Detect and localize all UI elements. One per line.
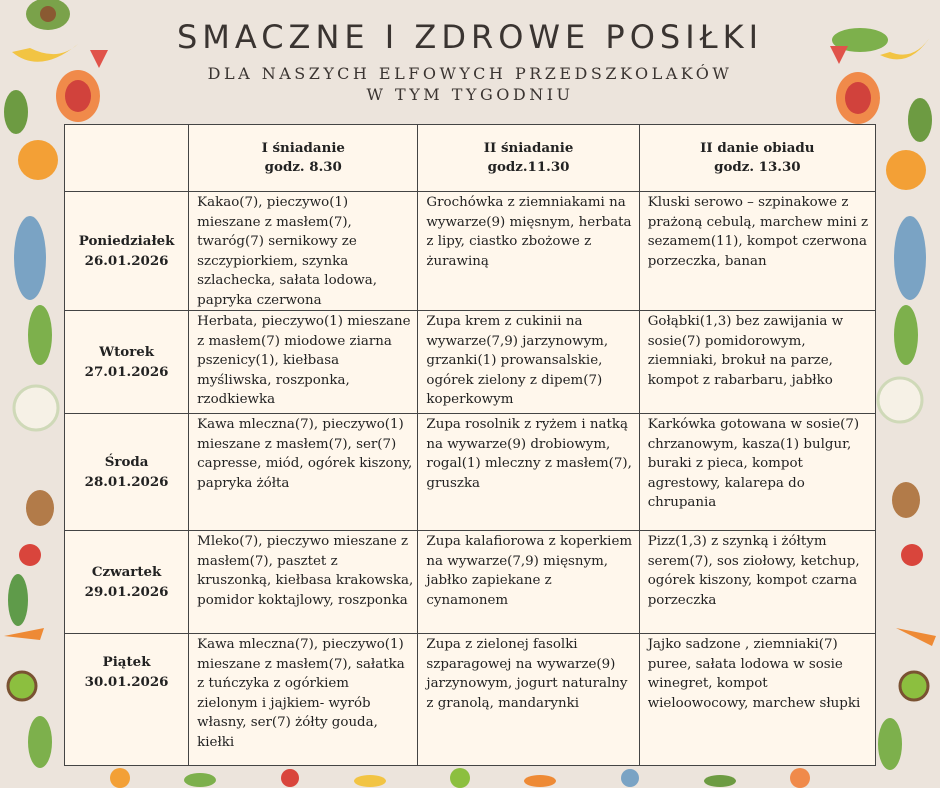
column-name: I śniadanie [261,139,345,156]
peas-icon [894,305,918,365]
column-name: II śniadanie [483,139,574,156]
orange-icon [18,140,58,180]
leaf-icon [8,574,28,626]
day-date: 28.01.2026 [84,474,169,490]
day-name: Czwartek [91,564,162,580]
kiwi-icon [8,672,36,700]
table-row [65,634,876,766]
kiwi-icon [900,672,928,700]
column-time: godz.11.30 [487,159,570,175]
breakfast2-cell: Zupa z zielonej fasolki szparagowej na wywarze(9) jarzynowym, jogurt naturalny z granolą, mandarynki [418,634,639,766]
lunch-cell: Kluski serowo – szpinakowe z prażoną cebulą, marchew mini z sezamem(11), kompot czerwona porzeczka, banan [639,192,875,311]
day-date: 26.01.2026 [84,253,169,269]
breakfast2-cell: Zupa kalafiorowa z koperkiem na wywarze(7,9) mięsnym, jabłko zapiekane z cynamonem [418,531,639,634]
day-cell [65,531,189,634]
leaf-icon [28,716,52,768]
orange-icon [886,150,926,190]
breakfast1-cell: Herbata, pieczywo(1) mieszane z masłem(7) miodowe ziarna pszenicy(1), kiełbasa myśliwska, roszponka, rzodkiewka [189,311,418,414]
column-header-lunch [639,125,875,192]
lunch-cell: Pizz(1,3) z szynką i żółtym serem(7), sos ziołowy, ketchup, ogórek kiszony, kompot czarna porzeczka [639,531,875,634]
lunch-cell: Karkówka gotowana w sosie(7) chrzanowym, kasza(1) bulgur, buraki z pieca, kompot agrestowy, kalarepa do chrupania [639,414,875,531]
day-name: Poniedziałek [78,233,175,249]
breakfast2-cell: Zupa krem z cukinii na wywarze(7,9) jarzynowym, grzanki(1) prowansalskie, ogórek zielony z dipem(7) koperkowym [418,311,639,414]
mushroom-icon [26,490,54,526]
table-row [65,414,876,531]
breakfast1-cell: Kawa mleczna(7), pieczywo(1) mieszane z masłem(7), sałatka z tuńczyka z ogórkiem zielonym i jajkiem- wyrób własny, ser(7) żółty gouda, kiełki [189,634,418,766]
radish-icon [19,544,41,566]
column-time: godz. 8.30 [264,159,342,175]
subtitle-line-2: W TYM TYGODNIU [366,85,574,104]
day-cell [65,634,189,766]
carrot-icon [896,628,936,646]
cauliflower-icon [878,378,922,422]
food-strip-bottom [110,768,810,788]
radish-icon [901,544,923,566]
column-time: godz. 13.30 [714,159,801,175]
lunch-cell: Gołąbki(1,3) bez zawijania w sosie(7) pomidorowym, ziemniaki, brokuł na parze, kompot z rabarbaru, jabłko [639,311,875,414]
lunch-cell: Jajko sadzone , ziemniaki(7) puree, sałata lodowa w sosie winegret, kompot wieloowocowy, marchew słupki [639,634,875,766]
column-header-breakfast2 [418,125,639,192]
breakfast1-cell: Kawa mleczna(7), pieczywo(1) mieszane z masłem(7), ser(7) capresse, miód, ogórek kiszony, papryka żółta [189,414,418,531]
corner-cell [65,125,189,192]
day-cell [65,414,189,531]
breakfast1-cell: Kakao(7), pieczywo(1) mieszane z masłem(7), twaróg(7) sernikowy ze szczypiorkiem, szynka szlachecka, sałata lodowa, papryka czerwona [189,192,418,311]
day-name: Piątek [102,654,151,670]
day-name: Środa [104,454,149,470]
table-header-row [65,125,876,192]
peas-icon [28,305,52,365]
menu-table-panel [64,124,876,765]
page-title: SMACZNE I ZDROWE POSIŁKI [176,18,764,56]
breakfast1-cell: Mleko(7), pieczywo mieszane z masłem(7), pasztet z kruszonką, kiełbasa krakowska, pomidor koktajlowy, roszponka [189,531,418,634]
page-subtitle [0,63,940,105]
day-date: 27.01.2026 [84,364,169,380]
cauliflower-icon [14,386,58,430]
column-header-breakfast1 [189,125,418,192]
carrot-icon [4,628,44,640]
fish-icon [14,216,46,300]
table-row [65,192,876,311]
breakfast2-cell: Grochówka z ziemniakami na wywarze(9) mięsnym, herbata z lipy, ciastko zbożowe z żurawiną [418,192,639,311]
menu-table [64,124,876,766]
day-date: 30.01.2026 [84,674,169,690]
day-date: 29.01.2026 [84,584,169,600]
table-row [65,311,876,414]
subtitle-line-1: DLA NASZYCH ELFOWYCH PRZEDSZKOLAKÓW [207,64,733,83]
breakfast2-cell: Zupa rosolnik z ryżem i natką na wywarze(9) drobiowym, rogal(1) mleczny z masłem(7), gruszka [418,414,639,531]
day-cell [65,192,189,311]
table-row [65,531,876,634]
day-cell [65,311,189,414]
column-name: II danie obiadu [700,139,815,156]
leaf-icon [878,718,902,770]
fish-icon [894,216,926,300]
day-name: Wtorek [99,344,155,360]
mushroom-icon [892,482,920,518]
